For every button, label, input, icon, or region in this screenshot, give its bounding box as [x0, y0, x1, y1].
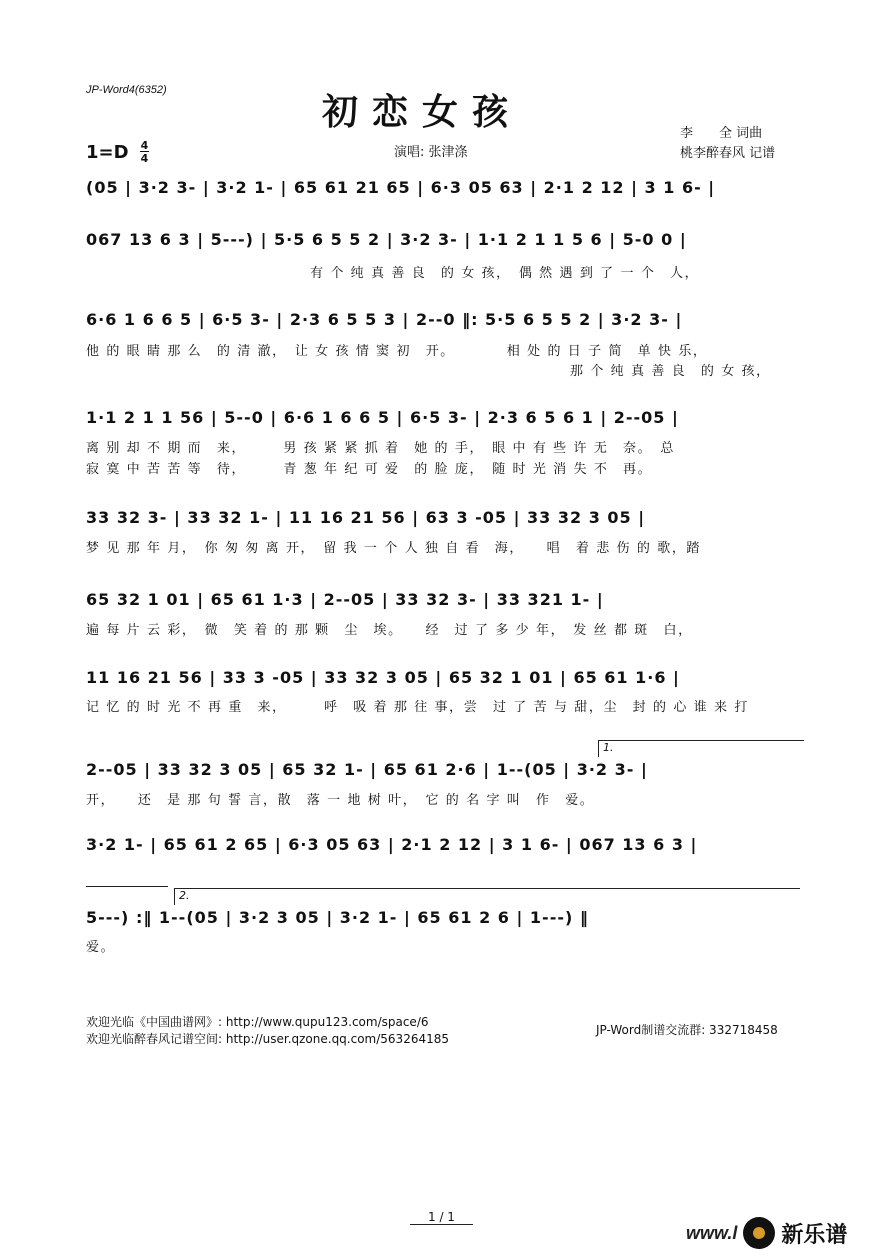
singer: 演唱: 张津涤 [394, 145, 468, 160]
notation-row-6: 65 32 1 01 | 65 61 1·3 | 2--05 | 33 32 3- | 33 321 1- | [86, 590, 604, 609]
lyric-row-3-verse-2: 那 个 纯 真 善 良 的 女 孩， [570, 364, 771, 379]
notation-row-9: 3·2 1- | 65 61 2 65 | 6·3 05 63 | 2·1 2 12 | 3 1 6- | 067 13 6 3 | [86, 835, 698, 854]
watermark-url: www.l [686, 1222, 738, 1243]
footer-group: JP-Word制谱交流群: 332718458 [596, 1023, 778, 1037]
lyric-row-4-verse-1: 离 别 却 不 期 而 来， 男 孩 紧 紧 抓 着 她 的 手， 眼 中 有 些 许 无 奈。 总 [86, 441, 675, 456]
lyric-row-8: 开， 还 是 那 句 誓 言，散 落 一 地 树 叶， 它 的 名 字 叫 作 爱。 [86, 793, 595, 808]
first-ending-label: 1. [603, 741, 614, 754]
software-version: JP-Word4(6352) [86, 84, 167, 96]
time-signature-bottom: 4 [140, 152, 149, 165]
record-disc-icon [743, 1217, 775, 1249]
notation-row-4: 1·1 2 1 1 56 | 5--0 | 6·6 1 6 6 5 | 6·5 3- | 2·3 6 5 6 1 | 2--05 | [86, 408, 679, 427]
footer-link-qupu[interactable]: 欢迎光临《中国曲谱网》: http://www.qupu123.com/space/6 [86, 1015, 429, 1029]
notation-row-7: 11 16 21 56 | 33 3 -05 | 33 32 3 05 | 65 32 1 01 | 65 61 1·6 | [86, 668, 680, 687]
key-label: 1=D [86, 142, 129, 163]
time-signature-top: 4 [140, 139, 149, 152]
notation-row-3: 6·6 1 6 6 5 | 6·5 3- | 2·3 6 5 5 3 | 2--0 ‖: 5·5 6 5 5 2 | 3·2 3- | [86, 310, 683, 329]
lyric-row-7: 记 忆 的 时 光 不 再 重 来， 呼 吸 着 那 往 事，尝 过 了 苦 与 甜，尘 封 的 心 谁 来 打 [86, 700, 749, 715]
lyric-row-4-verse-2: 寂 寞 中 苦 苦 等 待， 青 葱 年 纪 可 爱 的 脸 庞， 随 时 光 消 失 不 再。 [86, 462, 653, 477]
lyric-row-3-verse-1: 他 的 眼 睛 那 么 的 清 澈， 让 女 孩 情 窦 初 开。 相 处 的 日 子 简 单 快 乐， [86, 344, 708, 359]
second-ending-bracket [174, 888, 800, 905]
page-number: 1 / 1 [410, 1210, 473, 1225]
notation-row-8: 2--05 | 33 32 3 05 | 65 32 1- | 65 61 2·6 | 1--(05 | 3·2 3- | [86, 760, 648, 779]
key-signature [86, 142, 129, 163]
transcriber: 桃李醉春风 记谱 [680, 146, 776, 161]
song-title: 初恋女孩 [322, 91, 523, 133]
first-ending-bracket [598, 740, 804, 757]
site-watermark [686, 1217, 847, 1249]
lyric-row-5: 梦 见 那 年 月， 你 匆 匆 离 开， 留 我 一 个 人 独 自 看 海， 唱 着 悲 伤 的 歌，踏 [86, 541, 702, 556]
lyric-row-6: 遍 每 片 云 彩， 微 笑 着 的 那 颗 尘 埃。 经 过 了 多 少 年， 发 丝 都 斑 白， [86, 623, 693, 638]
lyric-row-10: 爱。 [86, 940, 116, 955]
lyricist-composer: 李 全 词曲 [680, 126, 763, 141]
second-ending-label: 2. [179, 889, 190, 902]
notation-row-2: 067 13 6 3 | 5---) | 5·5 6 5 5 2 | 3·2 3- | 1·1 2 1 1 5 6 | 5-0 0 | [86, 230, 687, 249]
footer-link-qzone[interactable]: 欢迎光临醉春风记谱空间: http://user.qzone.qq.com/563264185 [86, 1032, 450, 1046]
notation-row-10: 5---) :‖ 1--(05 | 3·2 3 05 | 3·2 1- | 65 61 2 6 | 1---) ‖ [86, 908, 589, 927]
notation-row-1: (05 | 3·2 3- | 3·2 1- | 65 61 21 65 | 6·3 05 63 | 2·1 2 12 | 3 1 6- | [86, 178, 716, 197]
notation-row-5: 33 32 3- | 33 32 1- | 11 16 21 56 | 63 3 -05 | 33 32 3 05 | [86, 508, 646, 527]
lyric-row-2-verse-1: 有 个 纯 真 善 良 的 女 孩， 偶 然 遇 到 了 一 个 人， [310, 266, 700, 281]
watermark-brand: 新乐谱 [781, 1222, 848, 1248]
first-ending-continuation [86, 886, 168, 887]
